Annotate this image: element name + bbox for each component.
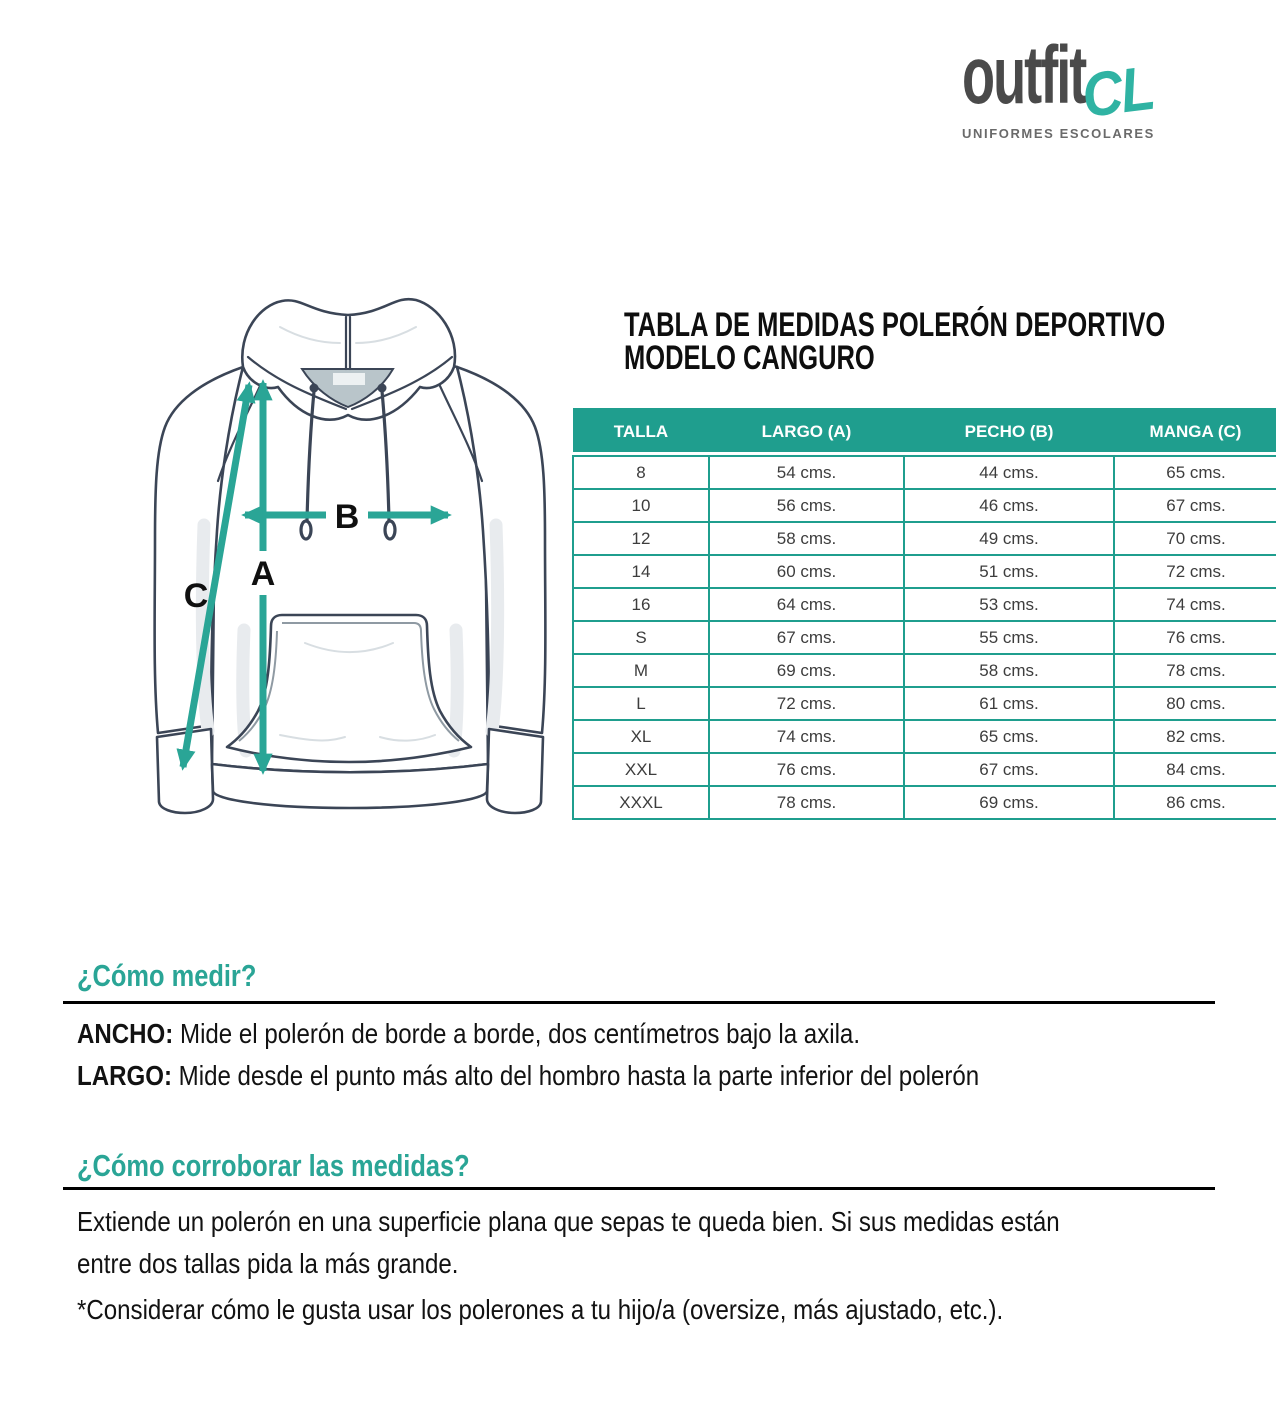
table-row: [573, 786, 1276, 819]
measure-item: LARGO: Mide desde el punto más alto del hombro hasta la parte inferior del polerón: [77, 1060, 980, 1091]
column-header: MANGA (C): [1114, 408, 1276, 456]
measure-item: ANCHO: Mide el polerón de borde a borde, dos centímetros bajo la axila.: [77, 1018, 861, 1049]
divider-1: [63, 1001, 1215, 1004]
brand-logo: [962, 30, 1262, 141]
measure-cell: 74 cms.: [709, 720, 904, 753]
measure-cell: 80 cms.: [1114, 687, 1276, 720]
divider-2: [63, 1187, 1215, 1190]
size-cell: 14: [573, 555, 709, 588]
label-pecho-b: B: [334, 498, 360, 536]
table-row: [573, 522, 1276, 555]
size-table: [572, 408, 1276, 820]
size-cell: 12: [573, 522, 709, 555]
measure-cell: 78 cms.: [709, 786, 904, 819]
verify-line: Extiende un polerón en una superficie plana que sepas te queda bien. Si sus medidas están: [77, 1206, 1060, 1237]
brand-wordmark: outfit: [962, 30, 1086, 121]
page-title-line1: TABLA DE MEDIDAS POLERÓN DEPORTIVO: [624, 306, 1166, 344]
brand-tagline: UNIFORMES ESCOLARES: [962, 126, 1155, 141]
table-row: [573, 555, 1276, 588]
measure-cell: 58 cms.: [709, 522, 904, 555]
measure-cell: 65 cms.: [1114, 456, 1276, 489]
measure-cell: 67 cms.: [904, 753, 1114, 786]
measure-cell: 69 cms.: [904, 786, 1114, 819]
label-largo-a: A: [250, 555, 276, 593]
measure-cell: 49 cms.: [904, 522, 1114, 555]
verify-line: entre dos tallas pida la más grande.: [77, 1248, 459, 1279]
page-title: [624, 306, 1166, 377]
measure-cell: 74 cms.: [1114, 588, 1276, 621]
table-row: [573, 753, 1276, 786]
size-cell: 10: [573, 489, 709, 522]
measure-cell: 56 cms.: [709, 489, 904, 522]
size-cell: XL: [573, 720, 709, 753]
measure-cell: 72 cms.: [1114, 555, 1276, 588]
size-cell: M: [573, 654, 709, 687]
measure-cell: 60 cms.: [709, 555, 904, 588]
measure-cell: 76 cms.: [709, 753, 904, 786]
verify-text: [77, 1201, 1060, 1331]
hood-label: [333, 373, 365, 385]
verify-paragraph: [77, 1201, 1060, 1285]
table-row: [573, 654, 1276, 687]
label-manga-c: C: [183, 577, 209, 615]
size-table-header-row: [573, 408, 1276, 456]
size-cell: XXL: [573, 753, 709, 786]
measure-cell: 70 cms.: [1114, 522, 1276, 555]
table-row: [573, 687, 1276, 720]
how-to-verify-heading: ¿Cómo corroborar las medidas?: [77, 1148, 470, 1183]
measure-cell: 54 cms.: [709, 456, 904, 489]
table-row: [573, 456, 1276, 489]
how-to-measure-heading: ¿Cómo medir?: [77, 958, 257, 993]
column-header: PECHO (B): [904, 408, 1114, 456]
size-cell: L: [573, 687, 709, 720]
column-header: LARGO (A): [709, 408, 904, 456]
measure-cell: 82 cms.: [1114, 720, 1276, 753]
verify-note: *Considerar cómo le gusta usar los polerones a tu hijo/a (oversize, más ajustado, etc.).: [77, 1294, 1004, 1325]
measure-cell: 44 cms.: [904, 456, 1114, 489]
measure-cell: 84 cms.: [1114, 753, 1276, 786]
measure-cell: 76 cms.: [1114, 621, 1276, 654]
measure-cell: 86 cms.: [1114, 786, 1276, 819]
measure-cell: 46 cms.: [904, 489, 1114, 522]
measure-cell: 53 cms.: [904, 588, 1114, 621]
size-cell: S: [573, 621, 709, 654]
brand-suffix: CL: [1078, 53, 1158, 132]
measure-list: [77, 1013, 979, 1097]
measure-cell: 72 cms.: [709, 687, 904, 720]
measure-cell: 78 cms.: [1114, 654, 1276, 687]
column-header: TALLA: [573, 408, 709, 456]
table-row: [573, 588, 1276, 621]
hoodie-diagram: [130, 285, 570, 845]
measure-cell: 58 cms.: [904, 654, 1114, 687]
table-row: [573, 621, 1276, 654]
table-row: [573, 720, 1276, 753]
measure-cell: 55 cms.: [904, 621, 1114, 654]
size-cell: 16: [573, 588, 709, 621]
measure-cell: 51 cms.: [904, 555, 1114, 588]
measure-cell: 65 cms.: [904, 720, 1114, 753]
measure-cell: 67 cms.: [1114, 489, 1276, 522]
size-cell: XXXL: [573, 786, 709, 819]
measure-cell: 64 cms.: [709, 588, 904, 621]
page-title-line2: MODELO CANGURO: [624, 339, 875, 377]
measure-cell: 69 cms.: [709, 654, 904, 687]
table-row: [573, 489, 1276, 522]
size-table-wrap: [572, 408, 1276, 820]
measure-cell: 61 cms.: [904, 687, 1114, 720]
size-cell: 8: [573, 456, 709, 489]
measure-cell: 67 cms.: [709, 621, 904, 654]
size-table-body: [573, 456, 1276, 819]
